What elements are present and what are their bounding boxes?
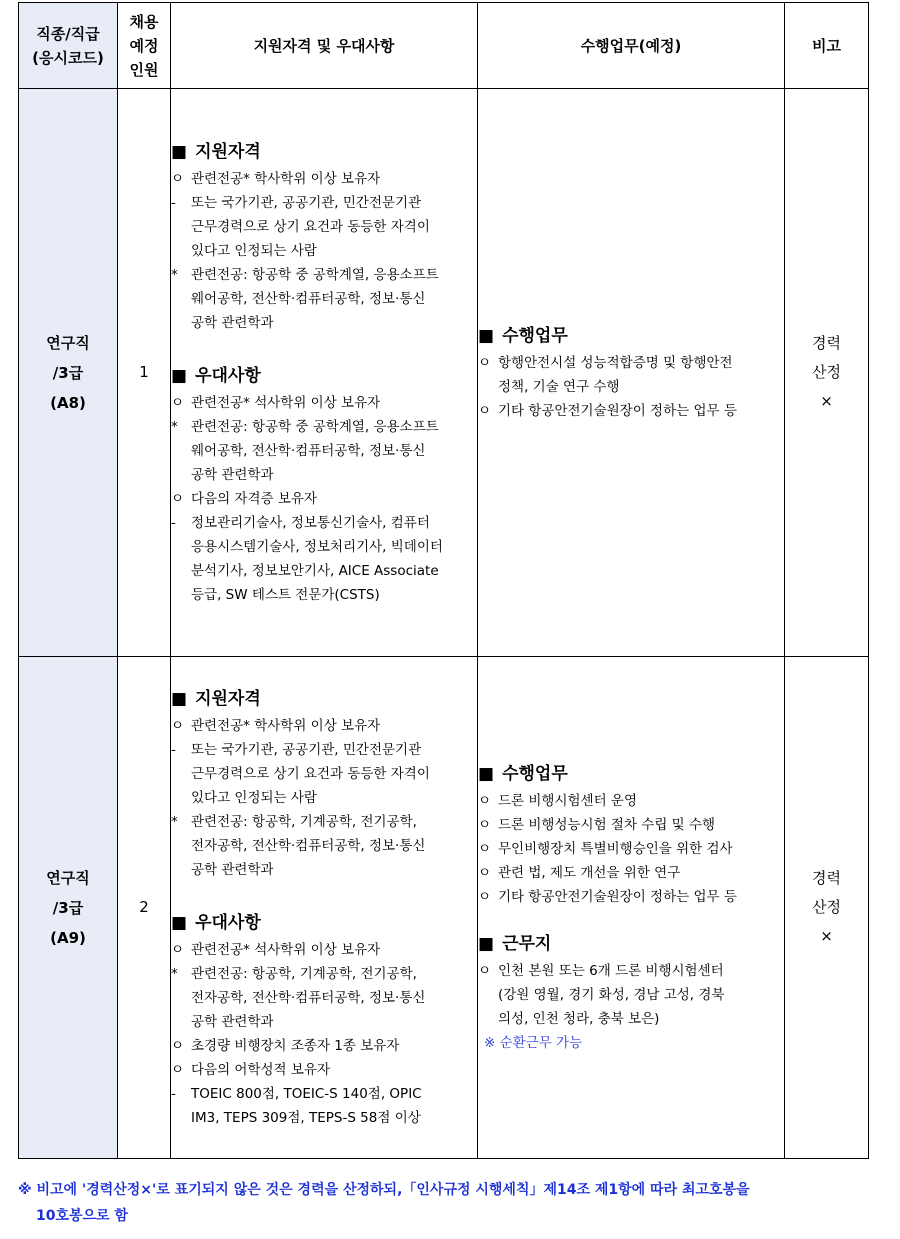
list-item-text: 다음의 어학성적 보유자 (191, 1061, 330, 1078)
list-item-text: 근무경력으로 상기 요건과 동등한 자격이 (191, 765, 430, 782)
list-item-text: 관련전공* 학사학위 이상 보유자 (191, 717, 381, 734)
section-title-duties: ■ 수행업무 (478, 323, 784, 349)
list-item (478, 399, 784, 423)
table-row (19, 657, 869, 1159)
list-item (171, 1058, 477, 1082)
list-item-text: 공학 관련학과 (191, 861, 274, 878)
list-item-text: 응용시스템기술사, 정보처리기사, 빅데이터 (191, 538, 443, 555)
circle-bullet-icon: ㅇ (478, 840, 492, 857)
circle-bullet-icon: ㅇ (171, 490, 185, 507)
list-item (171, 391, 477, 415)
list-item-text: 있다고 인정되는 사람 (191, 789, 317, 806)
qualification-list (171, 714, 477, 882)
section-title-duties: ■ 수행업무 (478, 761, 784, 787)
list-item (171, 1034, 477, 1058)
preference-list (171, 938, 477, 1130)
list-item (171, 1106, 477, 1130)
square-bullet-icon: ■ (478, 933, 495, 954)
list-item (171, 263, 477, 287)
list-item-text: 관련전공* 석사학위 이상 보유자 (191, 941, 381, 958)
circle-bullet-icon: ㅇ (171, 394, 185, 411)
header-qualifications: 지원자격 및 우대사항 (171, 3, 478, 89)
list-item-text: 분석기사, 정보보안기사, AICE Associate (191, 562, 439, 579)
list-item-text: 무인비행장치 특별비행승인을 위한 검사 (498, 840, 733, 857)
footnote (18, 1177, 878, 1229)
list-item-text: 등급, SW 테스트 전문가(CSTS) (191, 586, 380, 603)
list-item-text: 정보관리기술사, 정보통신기술사, 컴퓨터 (191, 514, 430, 531)
list-item (171, 215, 477, 239)
circle-bullet-icon: ㅇ (171, 1061, 185, 1078)
list-item-text: 공학 관련학과 (191, 466, 274, 483)
list-item (171, 858, 477, 882)
list-item (171, 191, 477, 215)
list-item (171, 287, 477, 311)
list-item-text: 관련전공: 항공학, 기계공학, 전기공학, (191, 813, 417, 830)
header-position: 직종/직급 (응시코드) (19, 3, 118, 89)
position-code-a9: 연구직 /3급 (A9) (19, 657, 118, 1159)
list-item (171, 511, 477, 535)
list-item (478, 983, 784, 1007)
list-item-text: 관련전공: 항공학 중 공학계열, 응용소프트 (191, 418, 439, 435)
dash-bullet: - (171, 741, 176, 758)
hire-count: 1 (118, 89, 171, 657)
list-item (171, 167, 477, 191)
list-item-text: 기타 항공안전기술원장이 정하는 업무 등 (498, 888, 737, 905)
list-item (478, 837, 784, 861)
list-item (478, 813, 784, 837)
list-item-text: 공학 관련학과 (191, 1013, 274, 1030)
list-item-text: 관련전공* 석사학위 이상 보유자 (191, 394, 381, 411)
section-title-preferences: ■ 우대사항 (171, 363, 477, 389)
list-item-text: 웨어공학, 전산학·컴퓨터공학, 정보·통신 (191, 290, 426, 307)
footnote-line-1: ※ 비고에 '경력산정×'로 표기되지 않은 것은 경력을 산정하되,「인사규정 시행세칙」제14조 제1항에 따라 최고호봉을 (18, 1182, 750, 1198)
list-item-text: 전자공학, 전산학·컴퓨터공학, 정보·통신 (191, 837, 426, 854)
qualification-list (171, 167, 477, 335)
duty-list (478, 351, 784, 423)
asterisk-note: * (171, 813, 178, 830)
asterisk-note: * (171, 266, 178, 283)
list-item (171, 786, 477, 810)
list-item (478, 375, 784, 399)
hire-count: 2 (118, 657, 171, 1159)
header-duties: 수행업무(예정) (478, 3, 785, 89)
list-item-text: 또는 국가기관, 공공기관, 민간전문기관 (191, 741, 422, 758)
list-item (171, 439, 477, 463)
circle-bullet-icon: ㅇ (478, 864, 492, 881)
duties-cell (478, 657, 785, 1159)
qualifications-cell (171, 657, 478, 1159)
square-bullet-icon: ■ (171, 365, 188, 386)
list-item (478, 351, 784, 375)
list-item (171, 986, 477, 1010)
list-item-text: 근무경력으로 상기 요건과 동등한 자격이 (191, 218, 430, 235)
list-item-text: 항행안전시설 성능적합증명 및 항행안전 (498, 354, 733, 371)
circle-bullet-icon: ㅇ (171, 1037, 185, 1054)
list-item-text: 정책, 기술 연구 수행 (498, 378, 620, 395)
list-item (171, 962, 477, 986)
circle-bullet-icon: ㅇ (171, 717, 185, 734)
list-item (171, 762, 477, 786)
square-bullet-icon: ■ (478, 763, 495, 784)
list-item (171, 738, 477, 762)
note-cell: 경력 산정 × (785, 89, 869, 657)
list-item-text: 공학 관련학과 (191, 314, 274, 331)
list-item (171, 463, 477, 487)
preference-list (171, 391, 477, 607)
section-title-preferences: ■ 우대사항 (171, 910, 477, 936)
list-item (171, 415, 477, 439)
list-item (478, 789, 784, 813)
asterisk-note: * (171, 965, 178, 982)
list-item (171, 1010, 477, 1034)
list-item (171, 714, 477, 738)
rotation-note: ※ 순환근무 가능 (484, 1034, 583, 1051)
duties-cell (478, 89, 785, 657)
asterisk-note: * (171, 418, 178, 435)
list-item (171, 938, 477, 962)
header-count: 채용 예정 인원 (118, 3, 171, 89)
section-title-qualifications: ■ 지원자격 (171, 686, 477, 712)
circle-bullet-icon: ㅇ (478, 354, 492, 371)
table-header-row (19, 3, 869, 89)
section-title-qualifications: ■ 지원자격 (171, 139, 477, 165)
position-code-a8: 연구직 /3급 (A8) (19, 89, 118, 657)
list-item-text: IM3, TEPS 309점, TEPS-S 58점 이상 (191, 1109, 421, 1126)
list-item-text: 관련전공: 항공학 중 공학계열, 응용소프트 (191, 266, 439, 283)
circle-bullet-icon: ㅇ (478, 402, 492, 419)
square-bullet-icon: ■ (171, 912, 188, 933)
list-item-text: 있다고 인정되는 사람 (191, 242, 317, 259)
list-item (171, 311, 477, 335)
list-item-text: 기타 항공안전기술원장이 정하는 업무 등 (498, 402, 737, 419)
duty-list (478, 789, 784, 909)
list-item (171, 487, 477, 511)
qualifications-cell (171, 89, 478, 657)
dash-bullet: - (171, 1085, 176, 1102)
list-item-text: 웨어공학, 전산학·컴퓨터공학, 정보·통신 (191, 442, 426, 459)
list-item (171, 810, 477, 834)
list-item-text: 초경량 비행장치 조종자 1종 보유자 (191, 1037, 400, 1054)
circle-bullet-icon: ㅇ (478, 816, 492, 833)
section-title-workplace: ■ 근무지 (478, 931, 784, 957)
circle-bullet-icon: ㅇ (478, 888, 492, 905)
circle-bullet-icon: ㅇ (478, 962, 492, 979)
workplace-list (478, 959, 784, 1031)
list-item (478, 885, 784, 909)
list-item-text: 관련 법, 제도 개선을 위한 연구 (498, 864, 681, 881)
list-item-text: 드론 비행시험센터 운영 (498, 792, 637, 809)
dash-bullet: - (171, 514, 176, 531)
list-item (171, 583, 477, 607)
dash-bullet: - (171, 194, 176, 211)
list-item-text: 또는 국가기관, 공공기관, 민간전문기관 (191, 194, 422, 211)
circle-bullet-icon: ㅇ (171, 941, 185, 958)
square-bullet-icon: ■ (171, 688, 188, 709)
list-item-text: 인천 본원 또는 6개 드론 비행시험센터 (498, 962, 724, 979)
list-item-text: TOEIC 800점, TOEIC-S 140점, OPIC (191, 1085, 422, 1102)
list-item (171, 1082, 477, 1106)
list-item-text: 의성, 인천 청라, 충북 보은) (498, 1010, 660, 1027)
list-item-text: 관련전공* 학사학위 이상 보유자 (191, 170, 381, 187)
list-item-text: (강원 영월, 경기 화성, 경남 고성, 경북 (498, 986, 725, 1003)
table-row (19, 89, 869, 657)
list-item (171, 239, 477, 263)
square-bullet-icon: ■ (171, 141, 188, 162)
list-item (478, 861, 784, 885)
circle-bullet-icon: ㅇ (171, 170, 185, 187)
list-item-text: 드론 비행성능시험 절차 수립 및 수행 (498, 816, 716, 833)
list-item-text: 전자공학, 전산학·컴퓨터공학, 정보·통신 (191, 989, 426, 1006)
note-cell: 경력 산정 × (785, 657, 869, 1159)
header-note: 비고 (785, 3, 869, 89)
recruitment-table (18, 2, 869, 1159)
list-item-text: 다음의 자격증 보유자 (191, 490, 317, 507)
list-item (478, 959, 784, 983)
footnote-line-2: 10호봉으로 함 (36, 1208, 128, 1224)
list-item (171, 535, 477, 559)
list-item (171, 559, 477, 583)
square-bullet-icon: ■ (478, 325, 495, 346)
list-item (478, 1007, 784, 1031)
list-item (171, 834, 477, 858)
circle-bullet-icon: ㅇ (478, 792, 492, 809)
list-item-text: 관련전공: 항공학, 기계공학, 전기공학, (191, 965, 417, 982)
